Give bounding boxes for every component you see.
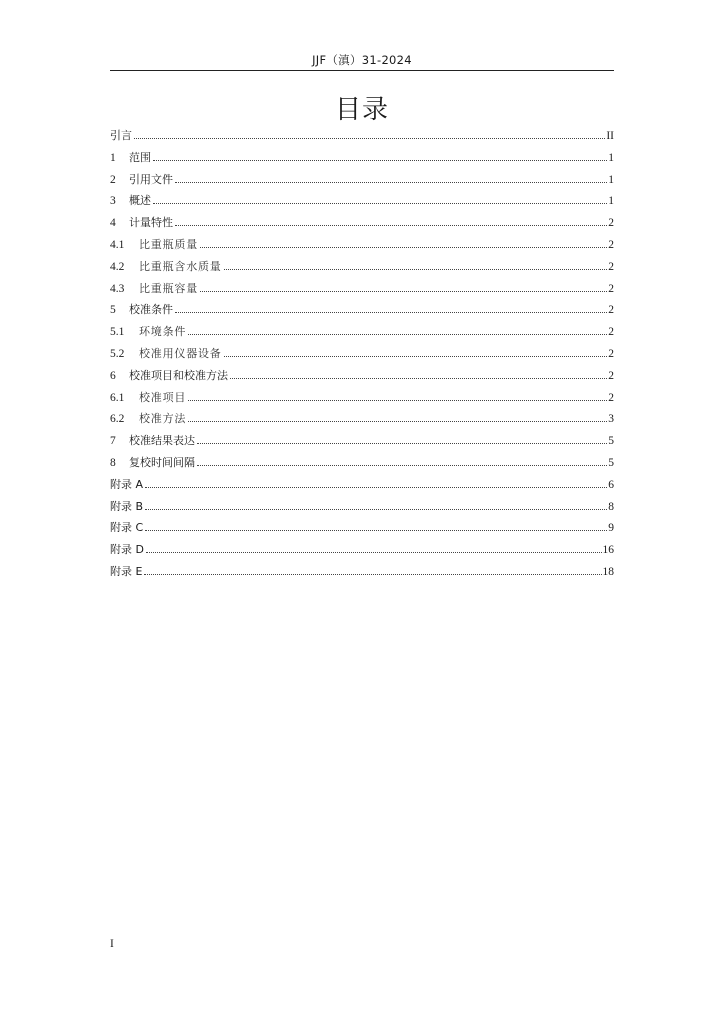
toc-page: 2 [608,260,614,273]
toc-leader [197,465,607,466]
toc-entry-6-1[interactable] [110,389,614,411]
toc-label: 环境条件 [139,325,187,339]
toc-leader [153,203,607,204]
toc-page: 5 [608,456,614,469]
toc-number: 3 [110,195,116,208]
toc-label: 引言 [110,129,132,142]
toc-label: 引用文件 [129,172,173,186]
toc-leader [188,400,607,401]
toc-page: 5 [608,435,614,448]
toc-entry-appendix-c[interactable] [110,519,614,541]
toc-entry-7[interactable] [110,432,614,454]
toc-number: 4 [110,217,116,230]
toc-label: 校准条件 [129,303,173,317]
toc-leader [146,552,602,553]
toc-page: 1 [608,151,614,164]
toc-entry-appendix-e[interactable] [110,563,614,585]
toc-entry-intro[interactable] [110,127,614,149]
toc-page: 2 [608,369,614,382]
toc-entry-8[interactable] [110,454,614,476]
toc-entry-5-2[interactable] [110,345,614,367]
toc-label: 比重瓶容量 [139,281,198,295]
toc-entry-4-2[interactable] [110,258,614,280]
toc-entry-appendix-d[interactable] [110,541,614,563]
toc-label: 附录 C [110,521,144,535]
toc-entry-6[interactable] [110,367,614,389]
toc-number: 7 [110,435,116,448]
toc-page: 16 [602,544,614,557]
toc-leader [145,509,607,510]
toc-leader [175,312,607,313]
toc-page: 2 [608,304,614,317]
toc-leader [175,182,607,183]
toc-number: 6 [110,369,116,382]
toc-label: 校准用仪器设备 [139,346,222,360]
toc-page: 2 [608,238,614,251]
toc-page: 6 [608,478,614,491]
toc-leader [134,138,605,139]
toc-number: 6.2 [110,413,125,426]
toc-entry-4-1[interactable] [110,236,614,258]
toc-label: 比重瓶含水质量 [139,259,222,273]
toc-number: 1 [110,151,116,164]
page-title: 目录 [334,95,389,125]
toc-label: 校准项目 [139,390,187,404]
toc-label: 概述 [129,194,151,208]
toc-number: 4.1 [110,238,125,251]
toc-page: 2 [608,282,614,295]
toc-number: 6.1 [110,391,125,404]
header-rule [110,70,614,71]
toc-page: 2 [608,217,614,230]
toc-page: II [606,130,614,142]
table-of-contents [110,127,614,585]
toc-page: 9 [608,522,614,535]
toc-page: 18 [602,565,614,578]
toc-entry-6-2[interactable] [110,410,614,432]
toc-leader [200,247,607,248]
toc-label: 校准方法 [139,412,187,426]
toc-label: 校准项目和校准方法 [129,368,228,382]
running-header: JJF（滇）31-2024 [312,53,412,67]
toc-entry-appendix-a[interactable] [110,476,614,498]
toc-entry-2[interactable] [110,171,614,193]
toc-number: 5 [110,304,116,317]
toc-entry-appendix-b[interactable] [110,498,614,520]
toc-number: 2 [110,173,116,186]
toc-label: 比重瓶质量 [139,237,198,251]
toc-label: 复校时间间隔 [129,455,195,469]
toc-leader [230,378,607,379]
toc-label: 附录 A [110,477,144,491]
toc-label: 范围 [129,150,151,164]
toc-number: 4.2 [110,260,125,273]
toc-page: 2 [608,347,614,360]
toc-label: 附录 D [110,543,144,557]
toc-entry-3[interactable] [110,192,614,214]
toc-entry-4-3[interactable] [110,280,614,302]
toc-entry-4[interactable] [110,214,614,236]
toc-entry-1[interactable] [110,149,614,171]
toc-leader [224,356,608,357]
toc-number: 5.1 [110,326,125,339]
toc-entry-5-1[interactable] [110,323,614,345]
page-number: I [110,938,114,950]
toc-leader [200,291,607,292]
toc-leader [145,487,607,488]
toc-page: 2 [608,326,614,339]
toc-leader [145,530,607,531]
toc-leader [144,574,601,575]
toc-page: 3 [608,413,614,426]
toc-number: 8 [110,456,116,469]
toc-page: 1 [608,195,614,208]
toc-number: 4.3 [110,282,125,295]
toc-leader [188,421,607,422]
toc-page: 1 [608,173,614,186]
toc-leader [175,225,607,226]
toc-label: 附录 E [110,564,143,578]
toc-page: 2 [608,391,614,404]
toc-page: 8 [608,500,614,513]
toc-label: 附录 B [110,499,144,513]
toc-leader [224,269,608,270]
toc-label: 计量特性 [129,216,173,230]
toc-leader [188,334,607,335]
toc-number: 5.2 [110,347,125,360]
toc-leader [153,160,607,161]
toc-leader [197,443,607,444]
toc-entry-5[interactable] [110,301,614,323]
toc-label: 校准结果表达 [129,434,195,448]
